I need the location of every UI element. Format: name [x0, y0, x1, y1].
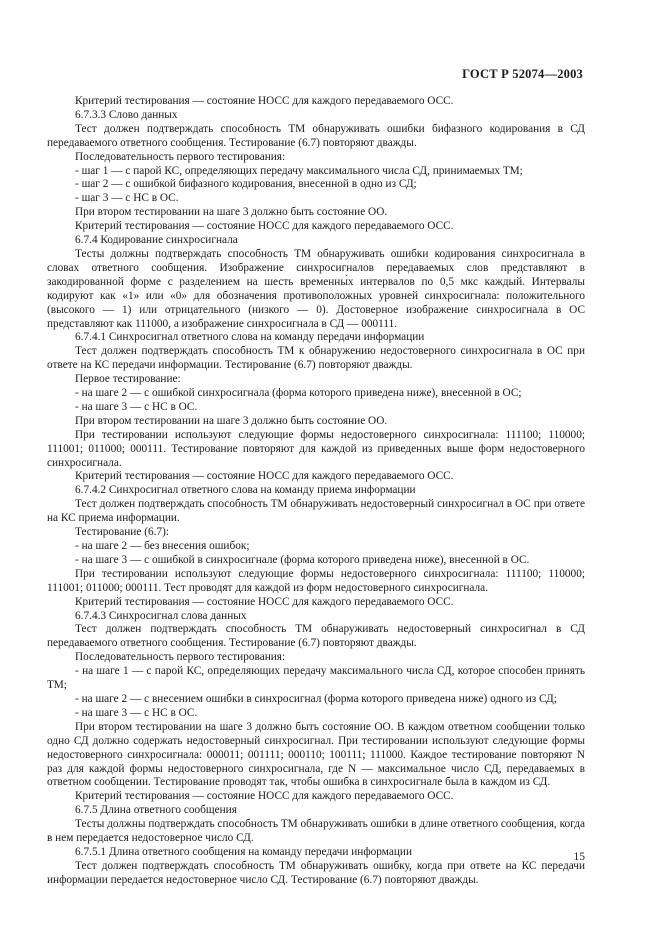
paragraph: Первое тестирование: — [75, 373, 181, 386]
list-item: - на шаге 3 — с ошибкой в синхросигнале (форма которого приведена ниже), внесенной в ОС. — [75, 553, 530, 566]
document-header: ГОСТ Р 52074—2003 — [462, 67, 583, 81]
paragraph: Тестирование (6.7): — [75, 526, 169, 539]
paragraph: При втором тестировании на шаге 3 должно быть состояние ОО. — [75, 206, 388, 219]
paragraph: Тест должен подтверждать способность ТМ к обнаружению недостоверного синхросигнала в ОС при ответе на КС передачи информации. Тестирование (6.7) повторяют дважды. — [47, 345, 585, 372]
list-item: - шаг 1 — с парой КС, определяющих передачу максимального числа СД, принимаемых ТМ; — [75, 164, 523, 177]
section-heading: 6.7.4.2 Синхросигнал ответного слова на команду приема информации — [75, 484, 416, 497]
list-item: - на шаге 1 — с парой КС, определяющих передачу максимального числа СД, которое способен принять ТМ; — [47, 665, 585, 692]
list-item: - на шаге 2 — без внесения ошибок; — [75, 540, 250, 552]
list-item: - на шаге 2 — с внесением ошибки в синхросигнал (форма которого приведена ниже) одного из СД; — [75, 692, 557, 705]
section-heading: 6.7.5.1 Длина ответного сообщения на команду передачи информации — [75, 845, 412, 858]
paragraph: Критерий тестирования — состояние НОСС для каждого передаваемого ОСС. — [75, 595, 454, 608]
paragraph: При втором тестировании на шаге 3 должно быть состояние ОО. В каждом ответном сообщении только одно СД должно содержать недостоверный синхросигнал. При тестировании используют следующие формы недостоверного синхросигнала: 000011; 001111; 000110; 100111; 111000. Каждое тестирование повторяют N раз для каждой формы недостоверного синхросигнала, где N — максимальное число СД, передаваемых в ответном сообщении. Тестирование проводят так, чтобы ошибка в синхросигнале была в каждом из СД. — [47, 720, 585, 789]
section-heading: 6.7.3.3 Слово данных — [75, 108, 178, 121]
document-body — [47, 95, 585, 888]
section-heading: 6.7.4 Кодирование синхросигнала — [75, 234, 238, 247]
list-item: - шаг 3 — с НС в ОС. — [75, 192, 179, 205]
paragraph: Критерий тестирования — состояние НОСС для каждого передаваемого ОСС. — [75, 470, 454, 483]
section-heading: 6.7.4.1 Синхросигнал ответного слова на команду передачи информации — [75, 331, 425, 344]
list-item: - на шаге 3 — с НС в ОС. — [75, 400, 198, 413]
paragraph: Тесты должны подтверждать способность ТМ обнаруживать ошибки в длине ответного сообщения, когда в нем передается недостоверное число СД. — [47, 818, 585, 845]
page-number: 15 — [573, 851, 585, 863]
paragraph: При втором тестировании на шаге 3 должно быть состояние ОО. — [75, 414, 388, 427]
paragraph: Тест должен подтверждать способность ТМ обнаруживать ошибку, когда при ответе на КС передачи информации передается недостоверное число СД. Тестирование (6.7) повторяют дважды. — [47, 859, 585, 886]
paragraph: Критерий тестирования — состояние НОСС для каждого передаваемого ОСС. — [75, 790, 454, 803]
section-heading: 6.7.5 Длина ответного сообщения — [75, 804, 237, 817]
list-item: - на шаге 3 — с НС в ОС. — [75, 706, 198, 719]
paragraph: Критерий тестирования — состояние НОСС для каждого передаваемого ОСС. — [75, 220, 454, 233]
paragraph: При тестировании используют следующие формы недостоверного синхросигнала: 111100; 110000; 111001; 011000; 000111. Тест проводят для каждой из форм недостоверного синхросигнала. — [47, 567, 585, 594]
list-item: - шаг 2 — с ошибкой бифазного кодирования, внесенной в одно из СД; — [75, 178, 417, 191]
paragraph: Критерий тестирования — состояние НОСС для каждого передаваемого ОСС. — [75, 95, 454, 107]
paragraph: Тесты должны подтверждать способность ТМ обнаруживать ошибки кодирования синхросигнала в словах ответного сообщения. Изображение синхросигналов передаваемых слов представляют в закодированной форме с разделением на шесть временны́х интервалов по 0,5 мкс каждый. Интервалы кодируют как «1» или «0» для обозначения противоположных уровней синхросигнала: положительного (высокого — 1) или отрицательного (низкого — 0). Достоверное изображение синхросигнала в ОС представляют как 111000, а изображение синхросигнала в СД — 000111. — [47, 247, 585, 330]
section-heading: 6.7.4.3 Синхросигнал слова данных — [75, 609, 247, 622]
list-item: - на шаге 2 — с ошибкой синхросигнала (форма которого приведена ниже), внесенной в ОС; — [75, 387, 522, 400]
paragraph: Тест должен подтверждать способность ТМ обнаруживать недостоверный синхросигнал в СД передаваемого ответного сообщения. Тестирование (6.7) повторяют дважды. — [47, 623, 585, 650]
paragraph: Последовательность первого тестирования: — [75, 150, 286, 163]
paragraph: Тест должен подтверждать способность ТМ обнаруживать недостоверный синхросигнал в ОС при ответе на КС приема информации. — [47, 498, 585, 525]
paragraph: Последовательность первого тестирования: — [75, 651, 286, 664]
paragraph: Тест должен подтверждать способность ТМ обнаруживать ошибки бифазного кодирования в СД передаваемого ответного сообщения. Тестирование (6.7) повторяют дважды. — [47, 122, 585, 149]
paragraph: При тестировании используют следующие формы недостоверного синхросигнала: 111100; 110000; 111001; 011000; 000111. Тестирование повторяют для каждой из приведенных выше форм недостоверного синхросигнала. — [47, 428, 585, 469]
